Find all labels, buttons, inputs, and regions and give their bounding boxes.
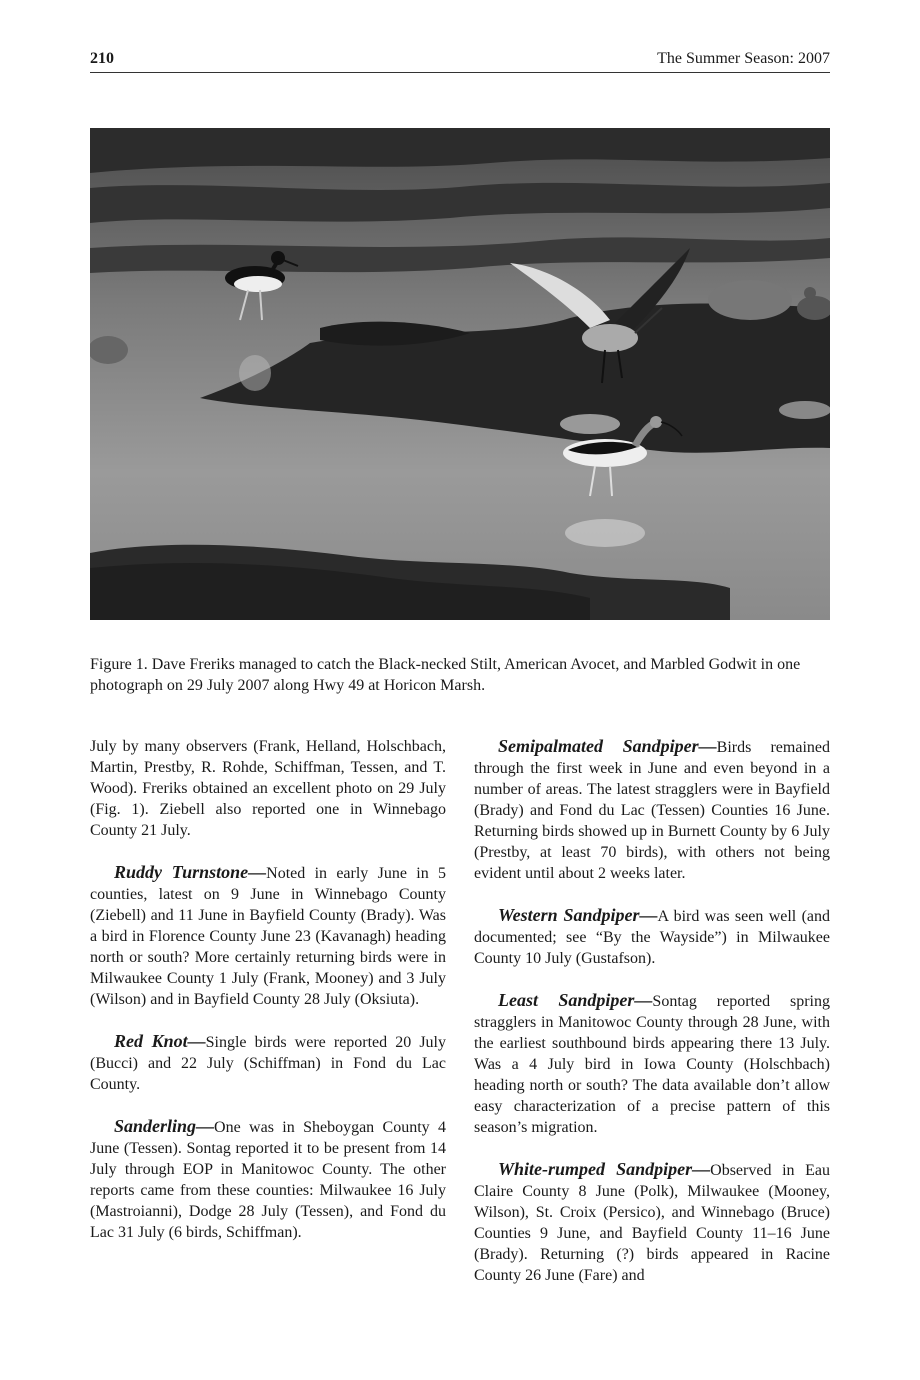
species-name: Semipalmated Sandpiper— — [498, 736, 717, 756]
species-text: Birds remained through the first week in June and even beyond in a number of areas. The latest stragglers were in Bayfield (Brady) and Fond du Lac (Tessen) Counties 16 June. Returning birds showed up in Burnett County by 6 July (Prestby, at least 70 birds), with others not being evident until about 2 weeks later. — [474, 739, 830, 882]
figure-photo — [90, 128, 830, 620]
page-number: 210 — [90, 50, 114, 67]
species-text: Single birds were reported 20 July (Bucci) and 22 July (Schiffman) in Fond du Lac County. — [90, 1034, 447, 1093]
species-name: Least Sandpiper— — [498, 990, 653, 1010]
species-text: One was in Sheboygan County 4 June (Tessen). Sontag reported it to be present from 14 July through EOP in Manitowoc County. The other reports came from these counties: Milwaukee 16 July (Mastroianni), Dodge 28 July (Tessen), and Fond du Lac 31 July (6 birds, Schiffman). — [90, 1119, 446, 1241]
species-text: Observed in Eau Claire County 8 June (Polk), Milwaukee (Mooney, Wilson), St. Croix (Persico), and Winnebago (Bruce) Counties 9 June, and Bayfield County 11–16 June (Brady). Returning (?) birds appeared in Racine County 26 June (Fare) and — [474, 1162, 830, 1284]
left-column — [90, 736, 446, 1243]
species-name: Western Sandpiper— — [498, 905, 658, 925]
right-column — [474, 736, 830, 1286]
species-name: Sanderling— — [114, 1116, 215, 1136]
species-entry-ruddy-turnstone — [90, 862, 446, 1010]
species-entry-red-knot — [90, 1031, 446, 1095]
running-header — [90, 50, 830, 73]
species-entry-sanderling — [90, 1116, 446, 1243]
species-name: White-rumped Sandpiper— — [498, 1159, 711, 1179]
species-entry-white-rumped-sandpiper — [474, 1159, 830, 1286]
figure-caption: Figure 1. Dave Freriks managed to catch the Black-necked Stilt, American Avocet, and Marbled Godwit in one photograph on 29 July 2007 along Hwy 49 at Horicon Marsh. — [90, 656, 801, 694]
continued-paragraph: July by many observers (Frank, Helland, Holschbach, Martin, Prestby, R. Rohde, Schiffman, Tessen, and T. Wood). Freriks obtained an excellent photo on 29 July (Fig. 1). Ziebell also reported one in Winnebago County 21 July. — [90, 738, 446, 839]
species-entry-least-sandpiper — [474, 990, 830, 1138]
species-text: A bird was seen well (and documented; see “By the Wayside”) in Milwaukee County 10 July (Gustafson). — [474, 908, 831, 967]
species-entry-western-sandpiper — [474, 905, 830, 969]
species-name: Red Knot— — [114, 1031, 206, 1051]
shorebirds-photo — [90, 128, 830, 620]
species-text: Noted in early June in 5 counties, latest on 9 June in Winnebago County (Ziebell) and 11 June in Bayfield County (Brady). Was a bird in Florence County June 23 (Kavanagh) heading north or south? More certainly returning birds were in Milwaukee County 1 July (Frank, Mooney) and 3 July (Wilson) and in Bayfield County 28 July (Oksiuta). — [90, 865, 446, 1008]
species-name: Ruddy Turnstone— — [114, 862, 267, 882]
species-text: Sontag reported spring stragglers in Manitowoc County through 28 June, with the earliest southbound birds appearing there 13 July. Was a 4 July bird in Iowa County (Holschbach) heading north or south? The data available don’t allow easy characterization of a precise pattern of this season’s migration. — [474, 993, 830, 1136]
running-title: The Summer Season: 2007 — [657, 50, 830, 67]
species-entry-semipalmated-sandpiper — [474, 736, 830, 884]
